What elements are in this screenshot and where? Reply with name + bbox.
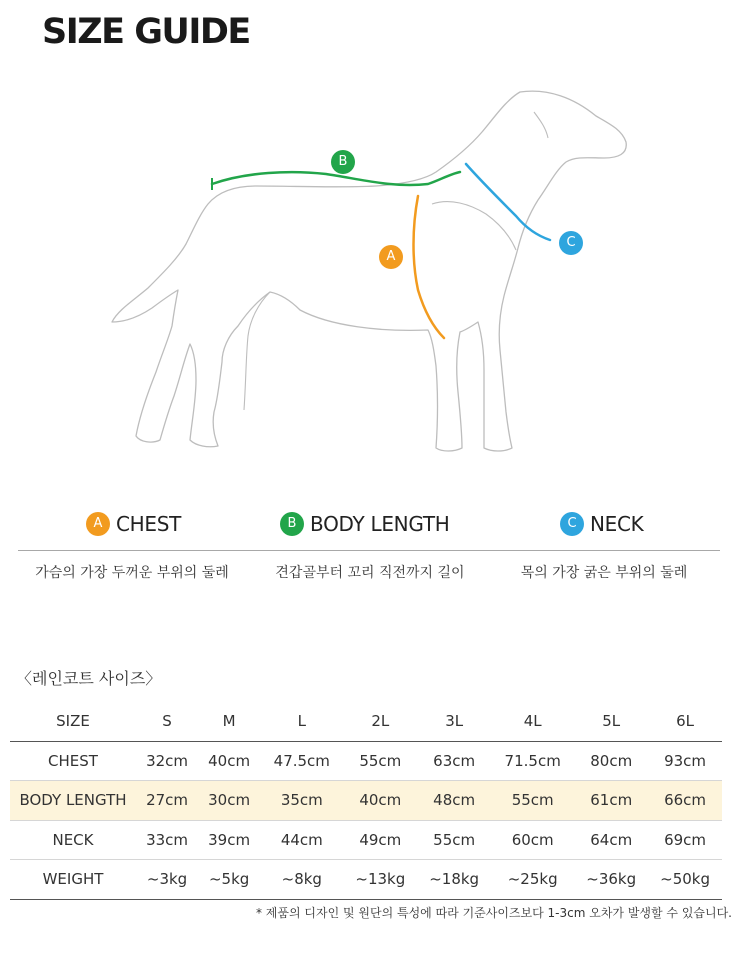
page-title: SIZE GUIDE [42, 12, 250, 52]
header-size: SIZE [10, 702, 136, 741]
legend-chest [86, 512, 181, 536]
chest-badge: A [86, 512, 110, 536]
table-cell: 63cm [417, 741, 491, 781]
chest-description: 가슴의 가장 두꺼운 부위의 둘레 [35, 565, 229, 581]
header-l: L [260, 702, 343, 741]
header-6l: 6L [648, 702, 722, 741]
table-cell: ~3kg [136, 860, 198, 900]
chest-marker: A [379, 245, 403, 269]
table-cell: ~8kg [260, 860, 343, 900]
dog-body-outline [112, 91, 626, 451]
chest-label: CHEST [116, 512, 182, 536]
body-length-label: BODY LENGTH [310, 512, 450, 536]
neck-marker: C [559, 231, 583, 255]
header-m: M [198, 702, 260, 741]
table-cell: 55cm [417, 820, 491, 860]
dog-ear-line [534, 112, 548, 138]
row-label: CHEST [10, 741, 136, 781]
body-length-marker: B [331, 150, 355, 174]
table-row [10, 741, 722, 781]
measurement-legend [0, 512, 750, 544]
dog-outline-illustration [0, 70, 750, 490]
table-cell: 47.5cm [260, 741, 343, 781]
table-cell: 71.5cm [491, 741, 574, 781]
header-3l: 3L [417, 702, 491, 741]
table-row [10, 820, 722, 860]
table-title: 〈레인코트 사이즈〉 [16, 669, 162, 688]
table-cell: 69cm [648, 820, 722, 860]
footnote: * 제품의 디자인 및 원단의 특성에 따라 기준사이즈보다 1-3cm 오차가 발생할 수 있습니다. [255, 906, 732, 920]
table-cell: 49cm [343, 820, 417, 860]
table-cell: 60cm [491, 820, 574, 860]
body-length-badge: B [280, 512, 304, 536]
table-cell: 39cm [198, 820, 260, 860]
header-s: S [136, 702, 198, 741]
table-cell: 61cm [574, 781, 648, 821]
legend-neck [560, 512, 643, 536]
legend-body-length [280, 512, 449, 536]
table-cell: 44cm [260, 820, 343, 860]
neck-description: 목의 가장 굵은 부위의 둘레 [520, 565, 688, 581]
table-cell: 66cm [648, 781, 722, 821]
header-4l: 4L [491, 702, 574, 741]
table-cell: 35cm [260, 781, 343, 821]
body-length-description: 견갑골부터 꼬리 직전까지 길이 [275, 565, 465, 581]
table-row-highlighted [10, 781, 722, 821]
table-cell: ~36kg [574, 860, 648, 900]
table-cell: 40cm [343, 781, 417, 821]
table-cell: 55cm [343, 741, 417, 781]
table-cell: 30cm [198, 781, 260, 821]
table-cell: 55cm [491, 781, 574, 821]
header-2l: 2L [343, 702, 417, 741]
legend-divider [18, 550, 720, 551]
table-row [10, 860, 722, 900]
table-header-row [10, 702, 722, 741]
table-cell: 48cm [417, 781, 491, 821]
dog-measurement-illustration [0, 70, 750, 490]
neck-badge: C [560, 512, 584, 536]
table-cell: 33cm [136, 820, 198, 860]
header-5l: 5L [574, 702, 648, 741]
table-cell: ~50kg [648, 860, 722, 900]
row-label: WEIGHT [10, 860, 136, 900]
table-cell: 80cm [574, 741, 648, 781]
dog-inner-line [432, 202, 516, 250]
table-cell: 32cm [136, 741, 198, 781]
size-table [10, 702, 722, 900]
table-cell: ~18kg [417, 860, 491, 900]
table-cell: ~13kg [343, 860, 417, 900]
table-cell: ~25kg [491, 860, 574, 900]
chest-line [414, 196, 445, 338]
row-label: NECK [10, 820, 136, 860]
row-label: BODY LENGTH [10, 781, 136, 821]
neck-label: NECK [590, 512, 644, 536]
table-cell: ~5kg [198, 860, 260, 900]
table-cell: 40cm [198, 741, 260, 781]
table-cell: 64cm [574, 820, 648, 860]
table-cell: 27cm [136, 781, 198, 821]
table-cell: 93cm [648, 741, 722, 781]
dog-leg-line [244, 292, 270, 410]
